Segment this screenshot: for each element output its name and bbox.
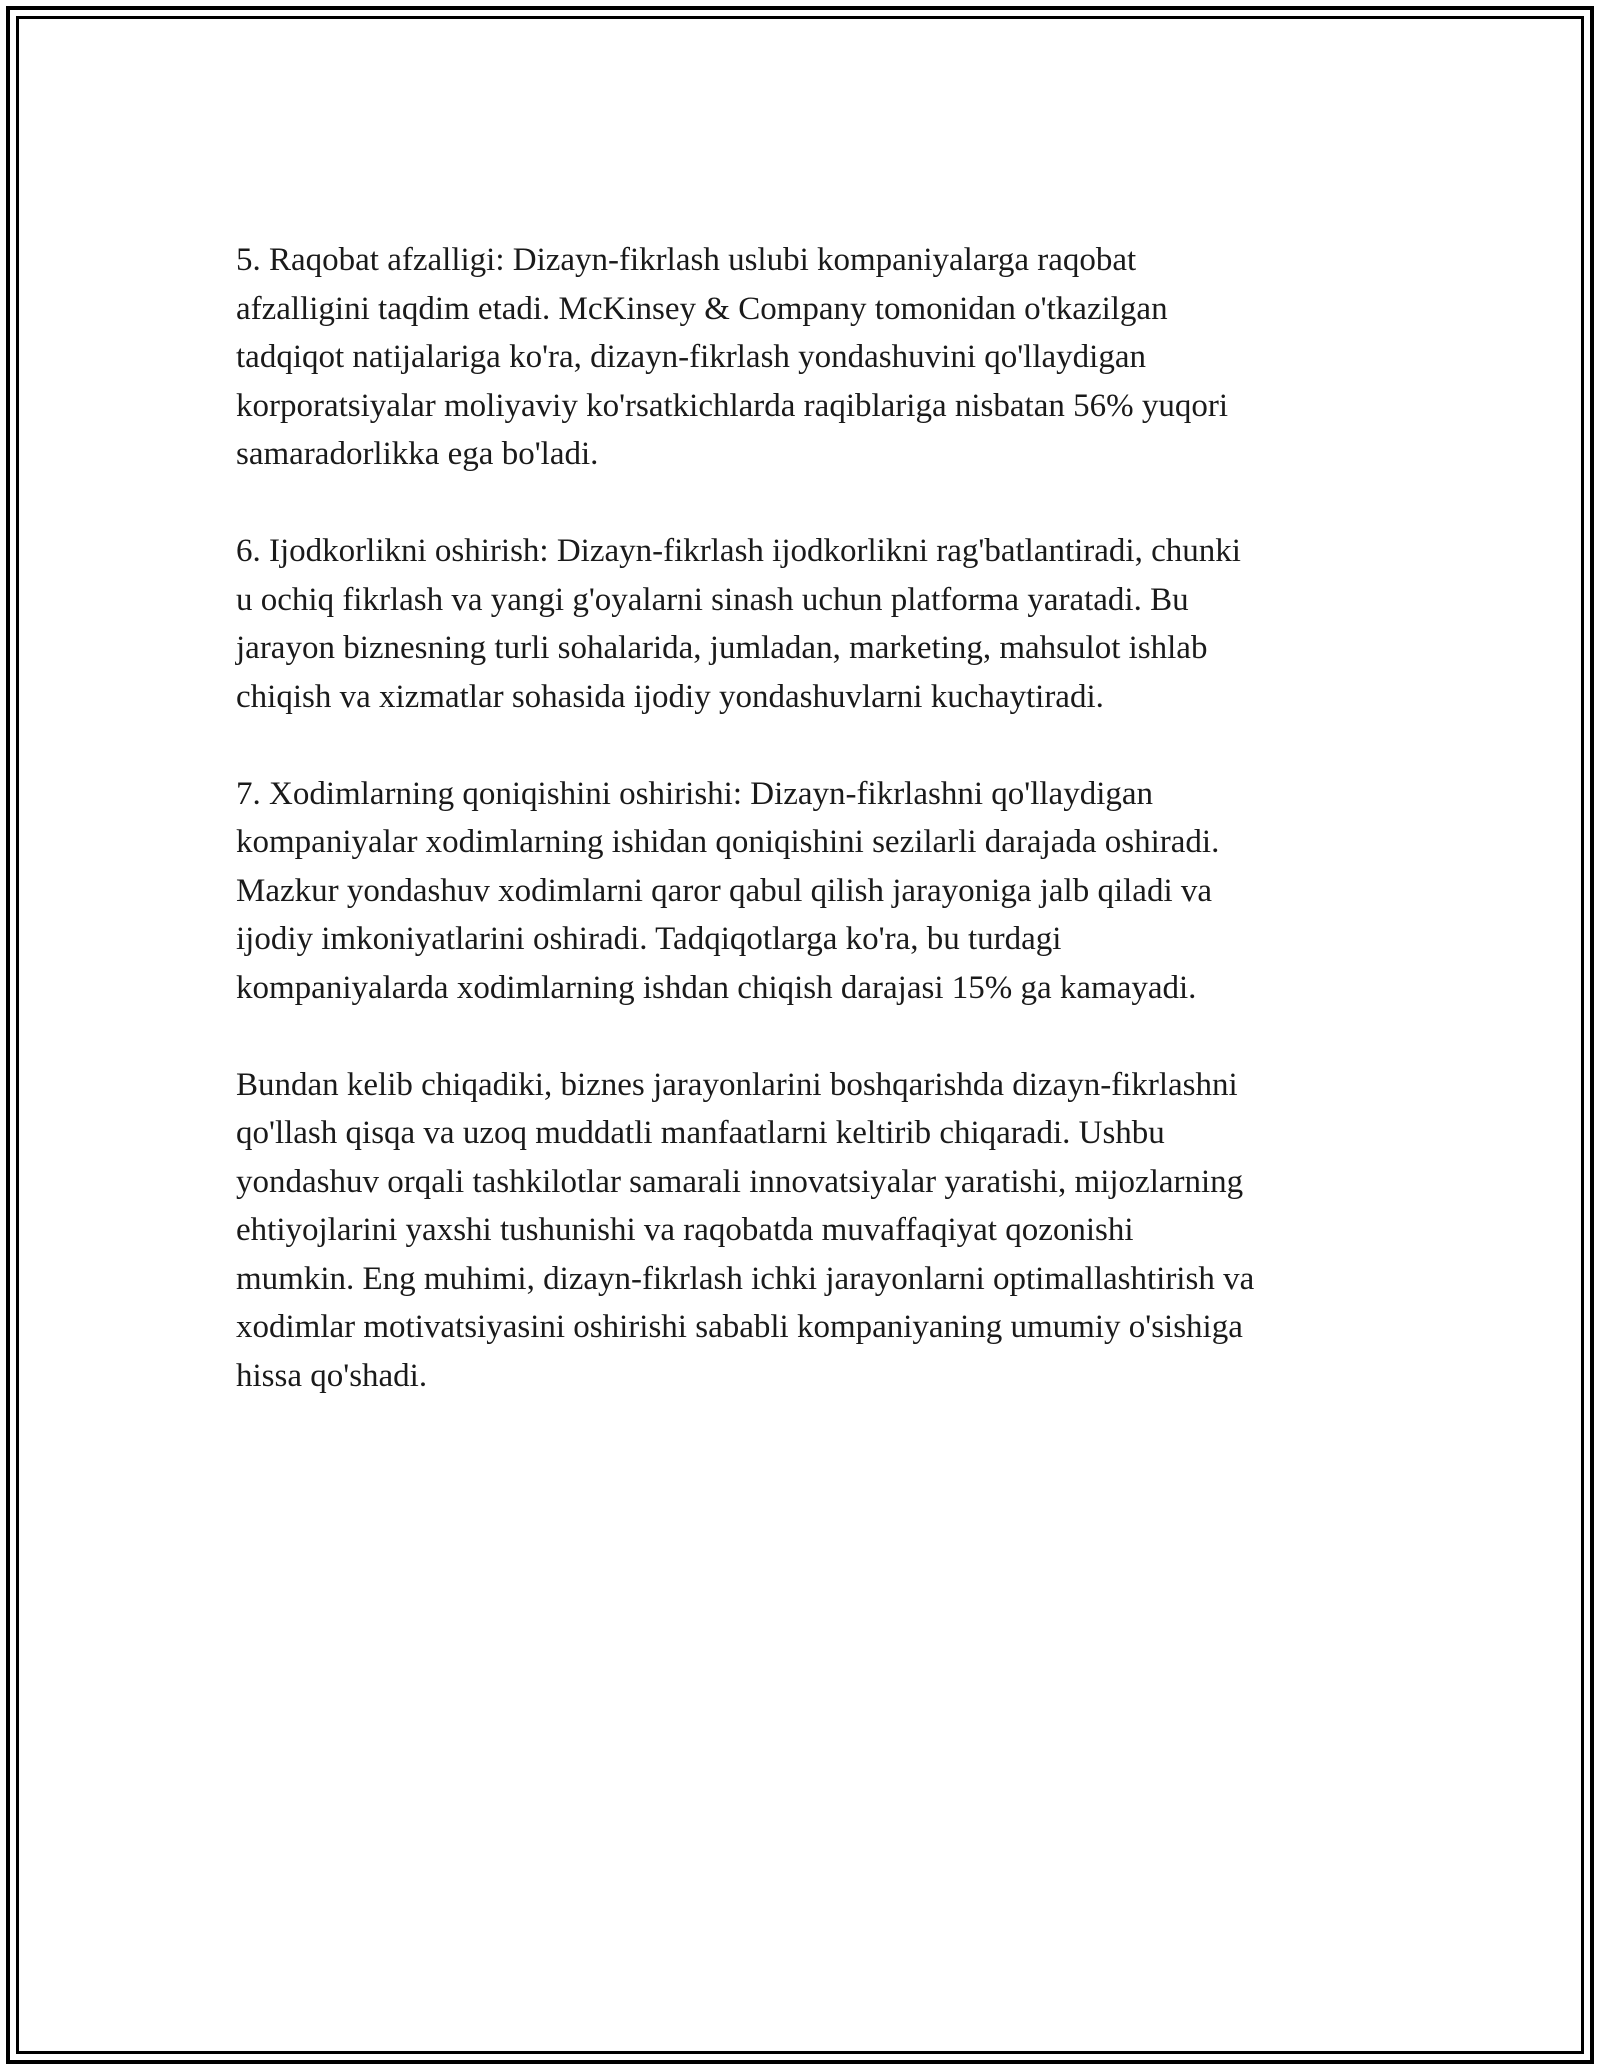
text-line: kompaniyalar xodimlarning ishidan qoniqishini sezilarli darajada oshiradi. (236, 824, 1220, 860)
text-line: 5. Raqobat afzalligi: Dizayn-fikrlash uslubi kompaniyalarga raqobat (236, 242, 1137, 278)
text-line: chiqish va xizmatlar sohasida ijodiy yondashuvlarni kuchaytiradi. (236, 678, 1104, 715)
text-line: xodimlar motivatsiyasini oshirishi sababli kompaniyaning umumiy o'sishiga (236, 1309, 1243, 1345)
text-line: kompaniyalarda xodimlarning ishdan chiqish darajasi 15% ga kamayadi. (236, 969, 1197, 1006)
paragraph-competitive-advantage (236, 236, 1396, 479)
text-line: afzalligini taqdim etadi. McKinsey & Company tomonidan o'tkazilgan (236, 290, 1168, 327)
text-line: korporatsiyalar moliyaviy ko'rsatkichlarda raqiblariga nisbatan 56% yuqori (236, 387, 1228, 424)
text-line: Bundan kelib chiqadiki, biznes jarayonlarini boshqarishda dizayn-fikrlashni (236, 1066, 1238, 1103)
text-line: tadqiqot natijalariga ko'ra, dizayn-fikrlash yondashuvini qo'llaydigan (236, 339, 1146, 375)
text-line: u ochiq fikrlash va yangi g'oyalarni sinash uchun platforma yaratadi. Bu (236, 581, 1189, 618)
text-line: jarayon biznesning turli sohalarida, jumladan, marketing, mahsulot ishlab (236, 630, 1208, 666)
text-line: 7. Xodimlarning qoniqishini oshirishi: Dizayn-fikrlashni qo'llaydigan (236, 775, 1154, 812)
text-line: ehtiyojlarini yaxshi tushunishi va raqobatda muvaffaqiyat qozonishi (236, 1212, 1134, 1248)
text-line: ijodiy imkoniyatlarini oshiradi. Tadqiqotlarga ko'ra, bu turdagi (236, 921, 1062, 957)
text-line: yondashuv orqali tashkilotlar samarali innovatsiyalar yaratishi, mijozlarning (236, 1163, 1244, 1200)
paragraph-conclusion (236, 1061, 1396, 1401)
text-line: Mazkur yondashuv xodimlarni qaror qabul qilish jarayoniga jalb qiladi va (236, 872, 1213, 909)
paragraph-creativity (236, 527, 1396, 721)
text-line: samaradorlikka ega bo'ladi. (236, 436, 599, 472)
text-line: hissa qo'shadi. (236, 1357, 428, 1394)
text-line: qo'llash qisqa va uzoq muddatli manfaatlarni keltirib chiqaradi. Ushbu (236, 1115, 1165, 1151)
text-line: 6. Ijodkorlikni oshirish: Dizayn-fikrlash ijodkorlikni rag'batlantiradi, chunki (236, 533, 1241, 569)
paragraph-employee-satisfaction (236, 770, 1396, 1013)
document-body (236, 236, 1396, 1400)
text-line: mumkin. Eng muhimi, dizayn-fikrlash ichki jarayonlarni optimallashtirish va (236, 1260, 1255, 1297)
